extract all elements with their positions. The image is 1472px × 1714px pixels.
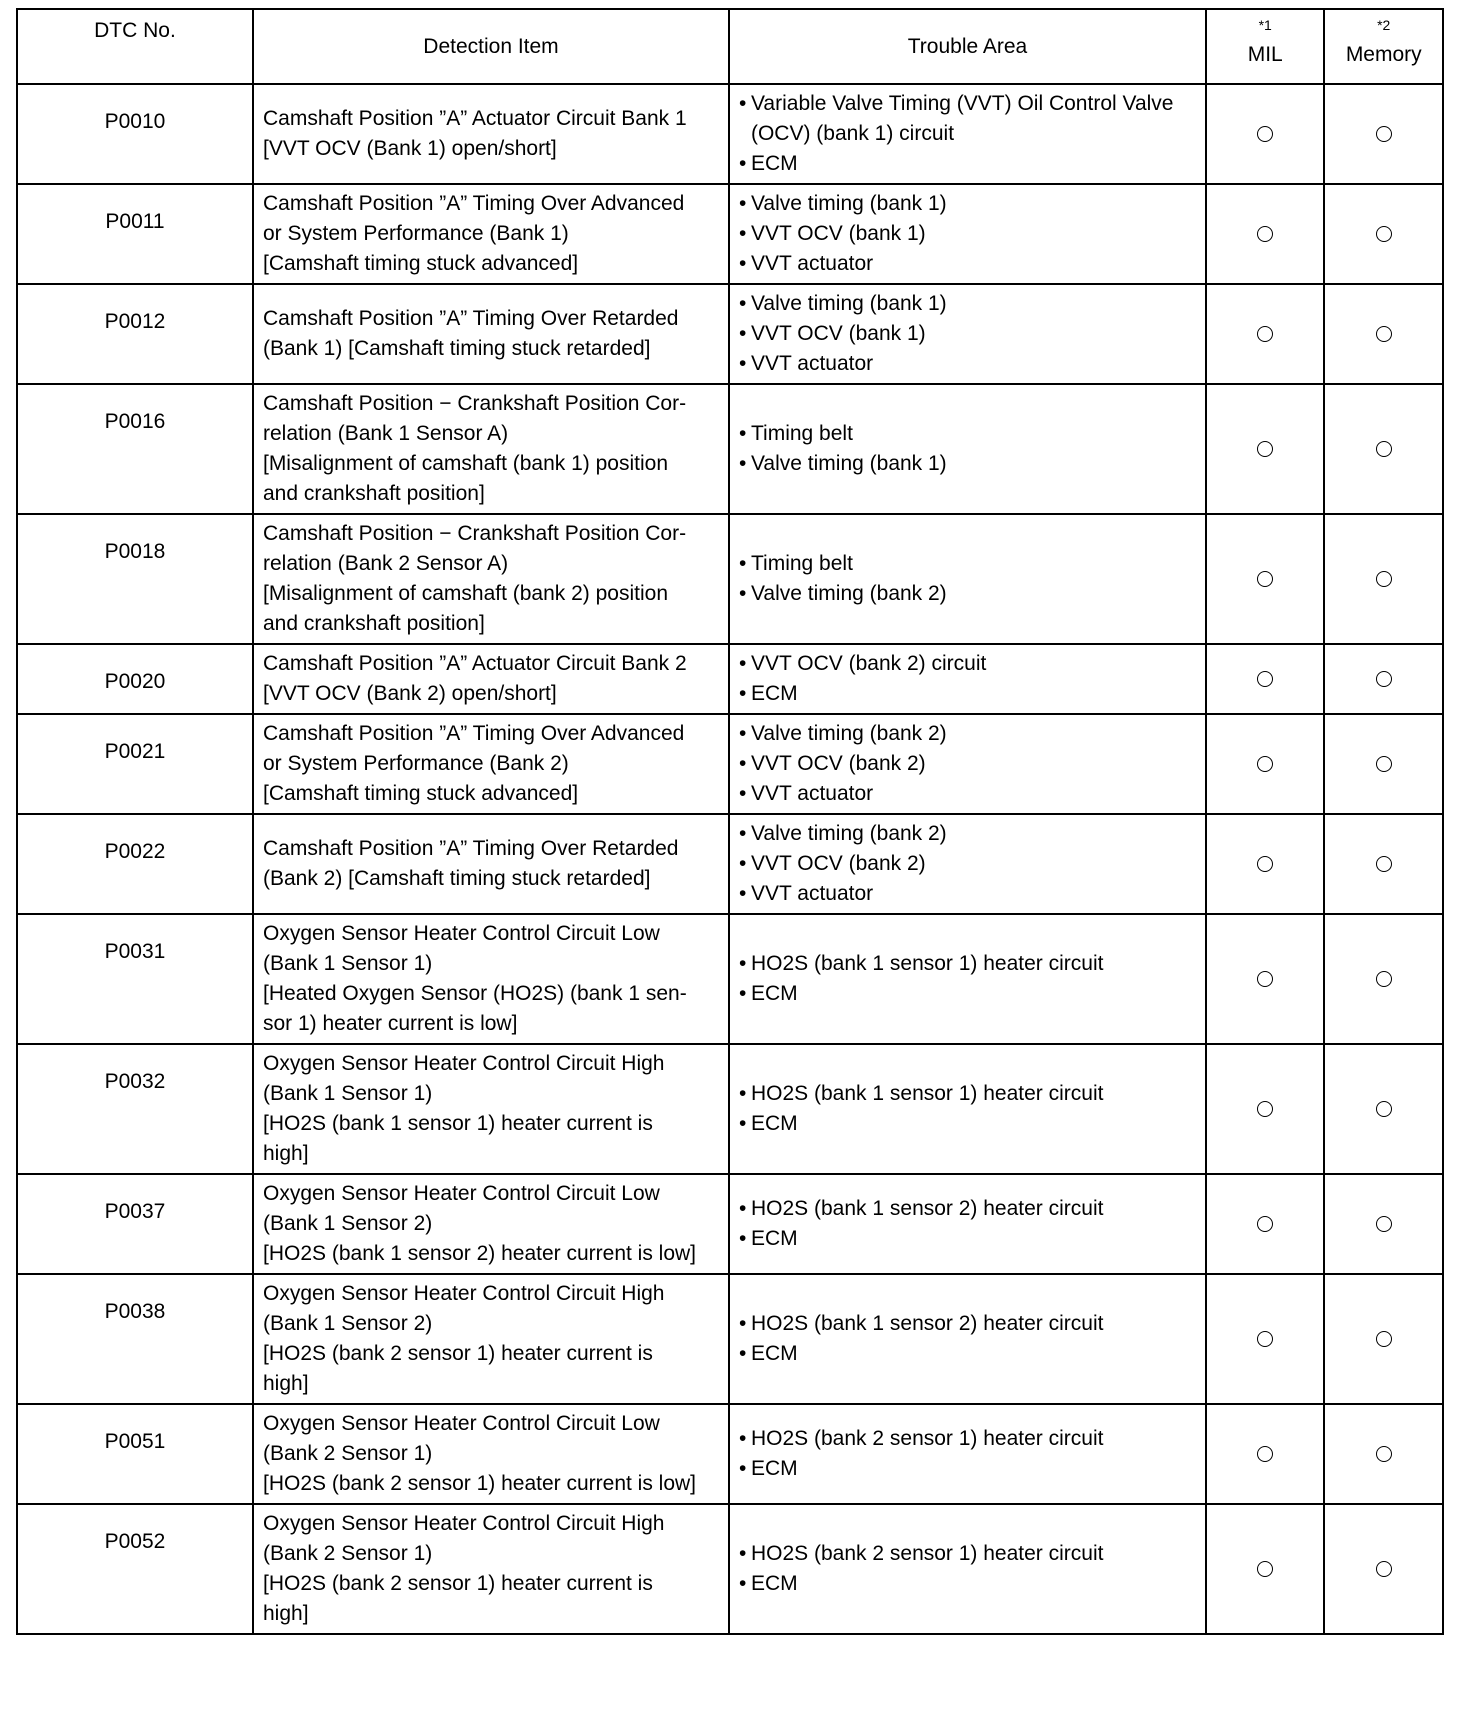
- header-mil-label: MIL: [1247, 42, 1283, 66]
- trouble-area-line: ECM: [750, 152, 798, 175]
- detection-item-line: Camshaft Position ”A” Timing Over Advanced: [262, 722, 685, 745]
- trouble-area-entry: [739, 1079, 1197, 1109]
- trouble-area-entry: [739, 289, 1197, 319]
- trouble-area-line: Valve timing (bank 1): [750, 192, 947, 215]
- detection-item-line: Camshaft Position ”A” Timing Over Retarded: [262, 307, 679, 330]
- detection-item-line: high]: [262, 1372, 309, 1395]
- detection-item: [253, 184, 729, 284]
- detection-item-line: [Camshaft timing stuck advanced]: [262, 782, 579, 805]
- detection-item-line: [VVT OCV (Bank 1) open/short]: [262, 137, 557, 160]
- detection-item-line: Oxygen Sensor Heater Control Circuit High: [262, 1282, 665, 1305]
- circle-mark-icon: [1376, 671, 1392, 687]
- mil-cell: [1206, 1404, 1324, 1504]
- bullet-icon: •: [738, 252, 747, 275]
- detection-item-line: [VVT OCV (Bank 2) open/short]: [262, 682, 557, 705]
- detection-item-line: (Bank 1 Sensor 1): [262, 952, 433, 975]
- table-row: [17, 1504, 1443, 1634]
- trouble-area-line: VVT actuator: [750, 352, 874, 375]
- header-memory-note: *2: [1377, 16, 1391, 33]
- detection-item-line: and crankshaft position]: [262, 482, 485, 505]
- table-row: [17, 184, 1443, 284]
- trouble-area: [729, 1504, 1206, 1634]
- dtc-code: P0020: [17, 644, 253, 714]
- circle-mark-icon: [1376, 226, 1392, 242]
- circle-mark-icon: [1376, 1561, 1392, 1577]
- bullet-icon: •: [738, 152, 747, 175]
- circle-mark-icon: [1257, 856, 1273, 872]
- table-row: [17, 1274, 1443, 1404]
- table-row: [17, 1174, 1443, 1274]
- bullet-icon: •: [738, 322, 747, 345]
- trouble-area-entry: [739, 749, 1197, 779]
- memory-cell: [1324, 1274, 1443, 1404]
- detection-item-line: Oxygen Sensor Heater Control Circuit Low: [262, 922, 660, 945]
- bullet-icon: •: [738, 1227, 747, 1250]
- trouble-area: [729, 1404, 1206, 1504]
- detection-item-line: (Bank 1) [Camshaft timing stuck retarded]: [262, 337, 651, 360]
- mil-cell: [1206, 284, 1324, 384]
- trouble-area: [729, 1174, 1206, 1274]
- detection-item-line: [HO2S (bank 2 sensor 1) heater current is low]: [262, 1472, 697, 1495]
- trouble-area-line: Timing belt: [750, 422, 853, 445]
- dtc-code: P0037: [17, 1174, 253, 1274]
- trouble-area-line: VVT OCV (bank 2): [750, 752, 926, 775]
- mil-cell: [1206, 1174, 1324, 1274]
- detection-item-line: Camshaft Position − Crankshaft Position Cor-: [262, 522, 687, 545]
- trouble-area-entry: [739, 149, 1197, 179]
- trouble-area-entry: [739, 1109, 1197, 1139]
- trouble-area: [729, 1274, 1206, 1404]
- trouble-area-line: Variable Valve Timing (VVT) Oil Control Valve: [750, 92, 1174, 115]
- mil-cell: [1206, 644, 1324, 714]
- circle-mark-icon: [1257, 1216, 1273, 1232]
- trouble-area-line: VVT OCV (bank 2): [750, 852, 926, 875]
- circle-mark-icon: [1257, 971, 1273, 987]
- bullet-icon: •: [738, 1542, 747, 1565]
- table-row: [17, 1404, 1443, 1504]
- trouble-area-entry: [739, 679, 1197, 709]
- trouble-area-line: VVT actuator: [750, 782, 874, 805]
- bullet-icon: [739, 119, 751, 149]
- trouble-area-entry: [739, 419, 1197, 449]
- trouble-area: [729, 1044, 1206, 1174]
- bullet-icon: •: [738, 1112, 747, 1135]
- trouble-area-entry: [739, 979, 1197, 1009]
- circle-mark-icon: [1257, 1446, 1273, 1462]
- bullet-icon: •: [738, 222, 747, 245]
- detection-item-line: [Misalignment of camshaft (bank 2) position: [262, 582, 669, 605]
- trouble-area-entry: [739, 449, 1197, 479]
- circle-mark-icon: [1376, 856, 1392, 872]
- trouble-area: [729, 284, 1206, 384]
- detection-item-line: (Bank 2 Sensor 1): [262, 1542, 433, 1565]
- detection-item-line: or System Performance (Bank 1): [262, 222, 569, 245]
- memory-cell: [1324, 814, 1443, 914]
- detection-item-line: sor 1) heater current is low]: [262, 1012, 518, 1035]
- trouble-area: [729, 914, 1206, 1044]
- trouble-area-entry: [739, 779, 1197, 809]
- header-memory-label: Memory: [1345, 42, 1422, 66]
- trouble-area-entry: [739, 1454, 1197, 1484]
- circle-mark-icon: [1257, 1101, 1273, 1117]
- detection-item: [253, 1274, 729, 1404]
- bullet-icon: •: [738, 1312, 747, 1335]
- mil-cell: [1206, 514, 1324, 644]
- trouble-area-entry: [739, 1339, 1197, 1369]
- header-mil: [1206, 9, 1324, 84]
- circle-mark-icon: [1376, 1446, 1392, 1462]
- dtc-code: P0012: [17, 284, 253, 384]
- bullet-icon: •: [738, 1197, 747, 1220]
- bullet-icon: •: [738, 1572, 747, 1595]
- header-dtc: DTC No.: [17, 9, 253, 84]
- detection-item-line: high]: [262, 1142, 309, 1165]
- header-trouble-area: Trouble Area: [729, 9, 1206, 84]
- trouble-area-entry: [739, 1194, 1197, 1224]
- detection-item-line: relation (Bank 1 Sensor A): [262, 422, 509, 445]
- table-row: [17, 714, 1443, 814]
- mil-cell: [1206, 714, 1324, 814]
- detection-item: [253, 814, 729, 914]
- bullet-icon: •: [738, 682, 747, 705]
- header-detection-item: Detection Item: [253, 9, 729, 84]
- trouble-area-line: Valve timing (bank 1): [750, 452, 947, 475]
- trouble-area: [729, 814, 1206, 914]
- dtc-code: P0051: [17, 1404, 253, 1504]
- trouble-area-line: Valve timing (bank 1): [750, 292, 947, 315]
- trouble-area-line: Valve timing (bank 2): [750, 722, 947, 745]
- circle-mark-icon: [1257, 126, 1273, 142]
- trouble-area-entry: [739, 1539, 1197, 1569]
- trouble-area-entry: [739, 949, 1197, 979]
- trouble-area-line: ECM: [750, 982, 798, 1005]
- memory-cell: [1324, 914, 1443, 1044]
- memory-cell: [1324, 84, 1443, 184]
- trouble-area-entry: [739, 89, 1197, 119]
- circle-mark-icon: [1257, 441, 1273, 457]
- circle-mark-icon: [1257, 756, 1273, 772]
- bullet-icon: •: [738, 582, 747, 605]
- detection-item-line: relation (Bank 2 Sensor A): [262, 552, 509, 575]
- bullet-icon: •: [738, 292, 747, 315]
- mil-cell: [1206, 84, 1324, 184]
- detection-item-line: or System Performance (Bank 2): [262, 752, 569, 775]
- detection-item-line: [HO2S (bank 1 sensor 1) heater current is: [262, 1112, 653, 1135]
- bullet-icon: •: [738, 1082, 747, 1105]
- detection-item-line: [HO2S (bank 2 sensor 1) heater current is: [262, 1342, 653, 1365]
- circle-mark-icon: [1257, 226, 1273, 242]
- trouble-area-line: ECM: [750, 1227, 798, 1250]
- detection-item: [253, 1174, 729, 1274]
- trouble-area-entry: [739, 349, 1197, 379]
- trouble-area-line: ECM: [750, 1112, 798, 1135]
- detection-item-line: Oxygen Sensor Heater Control Circuit Low: [262, 1412, 660, 1435]
- trouble-area-entry: [739, 219, 1197, 249]
- circle-mark-icon: [1376, 126, 1392, 142]
- trouble-area-line: VVT actuator: [750, 252, 874, 275]
- trouble-area-line: HO2S (bank 1 sensor 2) heater circuit: [750, 1312, 1104, 1335]
- bullet-icon: •: [738, 352, 747, 375]
- mil-cell: [1206, 914, 1324, 1044]
- memory-cell: [1324, 1504, 1443, 1634]
- dtc-table: [16, 8, 1444, 1635]
- dtc-code: P0010: [17, 84, 253, 184]
- trouble-area-entry: [739, 579, 1197, 609]
- bullet-icon: •: [738, 552, 747, 575]
- header-mil-note: *1: [1258, 16, 1272, 33]
- bullet-icon: •: [738, 822, 747, 845]
- circle-mark-icon: [1257, 1331, 1273, 1347]
- trouble-area-entry: [739, 1569, 1197, 1599]
- trouble-area-entry: [739, 319, 1197, 349]
- bullet-icon: •: [738, 952, 747, 975]
- trouble-area: [729, 84, 1206, 184]
- trouble-area: [729, 714, 1206, 814]
- bullet-icon: •: [738, 1427, 747, 1450]
- detection-item-line: Camshaft Position ”A” Actuator Circuit Bank 2: [262, 652, 687, 675]
- memory-cell: [1324, 1404, 1443, 1504]
- memory-cell: [1324, 384, 1443, 514]
- bullet-icon: •: [738, 852, 747, 875]
- trouble-area-line: VVT actuator: [750, 882, 874, 905]
- detection-item: [253, 1504, 729, 1634]
- detection-item-line: (Bank 1 Sensor 1): [262, 1082, 433, 1105]
- detection-item-line: and crankshaft position]: [262, 612, 485, 635]
- trouble-area-entry: [739, 1224, 1197, 1254]
- memory-cell: [1324, 184, 1443, 284]
- header-row: [17, 9, 1443, 84]
- bullet-icon: •: [738, 422, 747, 445]
- bullet-icon: •: [738, 192, 747, 215]
- detection-item-line: Camshaft Position ”A” Timing Over Advanced: [262, 192, 685, 215]
- detection-item-line: Camshaft Position ”A” Timing Over Retarded: [262, 837, 679, 860]
- dtc-code: P0016: [17, 384, 253, 514]
- trouble-area-line: HO2S (bank 1 sensor 2) heater circuit: [750, 1197, 1104, 1220]
- detection-item-line: (Bank 1 Sensor 2): [262, 1312, 433, 1335]
- trouble-area-line: HO2S (bank 2 sensor 1) heater circuit: [750, 1542, 1104, 1565]
- circle-mark-icon: [1257, 326, 1273, 342]
- circle-mark-icon: [1376, 1331, 1392, 1347]
- trouble-area-entry: [739, 719, 1197, 749]
- table-row: [17, 644, 1443, 714]
- detection-item-line: Oxygen Sensor Heater Control Circuit High: [262, 1512, 665, 1535]
- trouble-area-line: (OCV) (bank 1) circuit: [750, 122, 955, 145]
- trouble-area-line: ECM: [750, 1572, 798, 1595]
- detection-item-line: [Heated Oxygen Sensor (HO2S) (bank 1 sen-: [262, 982, 687, 1005]
- detection-item-line: high]: [262, 1602, 309, 1625]
- bullet-icon: •: [738, 722, 747, 745]
- table-row: [17, 84, 1443, 184]
- table-row: [17, 914, 1443, 1044]
- trouble-area-entry: [739, 119, 1197, 149]
- detection-item: [253, 914, 729, 1044]
- trouble-area-line: VVT OCV (bank 1): [750, 222, 926, 245]
- trouble-area-line: ECM: [750, 1457, 798, 1480]
- dtc-code: P0032: [17, 1044, 253, 1174]
- mil-cell: [1206, 184, 1324, 284]
- detection-item-line: [Misalignment of camshaft (bank 1) position: [262, 452, 669, 475]
- circle-mark-icon: [1376, 971, 1392, 987]
- mil-cell: [1206, 814, 1324, 914]
- detection-item-line: Oxygen Sensor Heater Control Circuit High: [262, 1052, 665, 1075]
- trouble-area-line: HO2S (bank 1 sensor 1) heater circuit: [750, 1082, 1104, 1105]
- bullet-icon: •: [738, 1457, 747, 1480]
- circle-mark-icon: [1257, 571, 1273, 587]
- trouble-area-line: Timing belt: [750, 552, 853, 575]
- memory-cell: [1324, 1174, 1443, 1274]
- circle-mark-icon: [1376, 326, 1392, 342]
- circle-mark-icon: [1376, 441, 1392, 457]
- trouble-area-line: HO2S (bank 1 sensor 1) heater circuit: [750, 952, 1104, 975]
- trouble-area: [729, 184, 1206, 284]
- table-row: [17, 514, 1443, 644]
- circle-mark-icon: [1376, 756, 1392, 772]
- memory-cell: [1324, 714, 1443, 814]
- detection-item: [253, 714, 729, 814]
- memory-cell: [1324, 284, 1443, 384]
- circle-mark-icon: [1257, 1561, 1273, 1577]
- memory-cell: [1324, 514, 1443, 644]
- trouble-area-entry: [739, 879, 1197, 909]
- dtc-code: P0018: [17, 514, 253, 644]
- circle-mark-icon: [1376, 571, 1392, 587]
- detection-item-line: (Bank 2) [Camshaft timing stuck retarded]: [262, 867, 651, 890]
- dtc-code: P0038: [17, 1274, 253, 1404]
- trouble-area-entry: [739, 849, 1197, 879]
- detection-item-line: Oxygen Sensor Heater Control Circuit Low: [262, 1182, 660, 1205]
- bullet-icon: •: [738, 752, 747, 775]
- detection-item-line: [Camshaft timing stuck advanced]: [262, 252, 579, 275]
- bullet-icon: •: [738, 452, 747, 475]
- detection-item: [253, 514, 729, 644]
- mil-cell: [1206, 1504, 1324, 1634]
- bullet-icon: •: [738, 882, 747, 905]
- trouble-area-entry: [739, 819, 1197, 849]
- detection-item-line: Camshaft Position ”A” Actuator Circuit Bank 1: [262, 107, 687, 130]
- trouble-area-entry: [739, 189, 1197, 219]
- detection-item-line: (Bank 2 Sensor 1): [262, 1442, 433, 1465]
- detection-item-line: [HO2S (bank 2 sensor 1) heater current is: [262, 1572, 653, 1595]
- table-row: [17, 814, 1443, 914]
- bullet-icon: •: [738, 782, 747, 805]
- mil-cell: [1206, 384, 1324, 514]
- trouble-area: [729, 514, 1206, 644]
- trouble-area-line: ECM: [750, 682, 798, 705]
- trouble-area-entry: [739, 1309, 1197, 1339]
- trouble-area-entry: [739, 649, 1197, 679]
- memory-cell: [1324, 644, 1443, 714]
- trouble-area-line: VVT OCV (bank 2) circuit: [750, 652, 987, 675]
- detection-item: [253, 1044, 729, 1174]
- trouble-area-entry: [739, 549, 1197, 579]
- table-row: [17, 384, 1443, 514]
- detection-item: [253, 644, 729, 714]
- detection-item: [253, 384, 729, 514]
- trouble-area: [729, 644, 1206, 714]
- memory-cell: [1324, 1044, 1443, 1174]
- bullet-icon: •: [738, 982, 747, 1005]
- dtc-code: P0022: [17, 814, 253, 914]
- circle-mark-icon: [1376, 1216, 1392, 1232]
- detection-item: [253, 284, 729, 384]
- trouble-area-line: VVT OCV (bank 1): [750, 322, 926, 345]
- dtc-code: P0052: [17, 1504, 253, 1634]
- dtc-code: P0011: [17, 184, 253, 284]
- dtc-code: P0031: [17, 914, 253, 1044]
- detection-item-line: (Bank 1 Sensor 2): [262, 1212, 433, 1235]
- trouble-area-line: Valve timing (bank 2): [750, 582, 947, 605]
- trouble-area-line: HO2S (bank 2 sensor 1) heater circuit: [750, 1427, 1104, 1450]
- header-memory: [1324, 9, 1443, 84]
- trouble-area-line: Valve timing (bank 2): [750, 822, 947, 845]
- detection-item: [253, 84, 729, 184]
- trouble-area: [729, 384, 1206, 514]
- trouble-area-line: ECM: [750, 1342, 798, 1365]
- trouble-area-entry: [739, 249, 1197, 279]
- trouble-area-entry: [739, 1424, 1197, 1454]
- detection-item: [253, 1404, 729, 1504]
- circle-mark-icon: [1257, 671, 1273, 687]
- mil-cell: [1206, 1044, 1324, 1174]
- bullet-icon: •: [738, 92, 747, 115]
- bullet-icon: •: [738, 1342, 747, 1365]
- mil-cell: [1206, 1274, 1324, 1404]
- circle-mark-icon: [1376, 1101, 1392, 1117]
- detection-item-line: Camshaft Position − Crankshaft Position Cor-: [262, 392, 687, 415]
- bullet-icon: •: [738, 652, 747, 675]
- dtc-code: P0021: [17, 714, 253, 814]
- detection-item-line: [HO2S (bank 1 sensor 2) heater current is low]: [262, 1242, 697, 1265]
- table-row: [17, 284, 1443, 384]
- table-row: [17, 1044, 1443, 1174]
